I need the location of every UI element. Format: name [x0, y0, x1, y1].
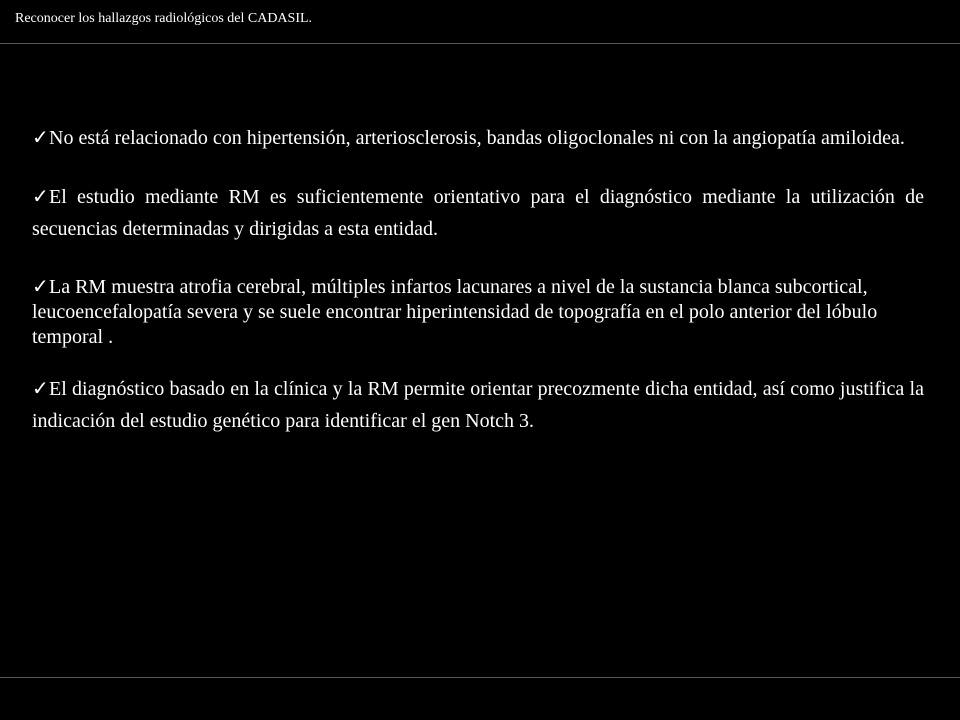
- slide-title: Reconocer los hallazgos radiológicos del CADASIL.: [15, 11, 313, 26]
- bullet-text: No está relacionado con hipertensión, arteriosclerosis, bandas oligoclonales ni con la angiopatía amiloidea.: [49, 127, 905, 149]
- checkmark-icon: ✓: [32, 186, 49, 208]
- bullet-text: La RM muestra atrofia cerebral, múltiples infartos lacunares a nivel de la sustancia blanca subcortical, leucoencefalopatía severa y se suele encontrar hiperintensidad de topografía en el polo anterior del lóbulo temporal .: [32, 276, 878, 348]
- checkmark-icon: ✓: [32, 127, 49, 149]
- checkmark-icon: ✓: [32, 276, 49, 298]
- bullet-item: [32, 373, 924, 437]
- header-divider: [0, 43, 960, 44]
- checkmark-icon: ✓: [32, 378, 49, 400]
- bullet-item: [32, 275, 924, 350]
- bullet-list: [32, 120, 924, 437]
- bullet-item: [32, 122, 924, 154]
- bullet-text: El diagnóstico basado en la clínica y la RM permite orientar precozmente dicha entidad, así como justifica la indicación del estudio genético para identificar el gen Notch 3.: [32, 378, 924, 432]
- bullet-text: El estudio mediante RM es suficientemente orientativo para el diagnóstico mediante la utilización de secuencias determinadas y dirigidas a esta entidad.: [32, 186, 924, 240]
- bullet-item: [32, 181, 924, 245]
- footer-divider: [0, 677, 960, 678]
